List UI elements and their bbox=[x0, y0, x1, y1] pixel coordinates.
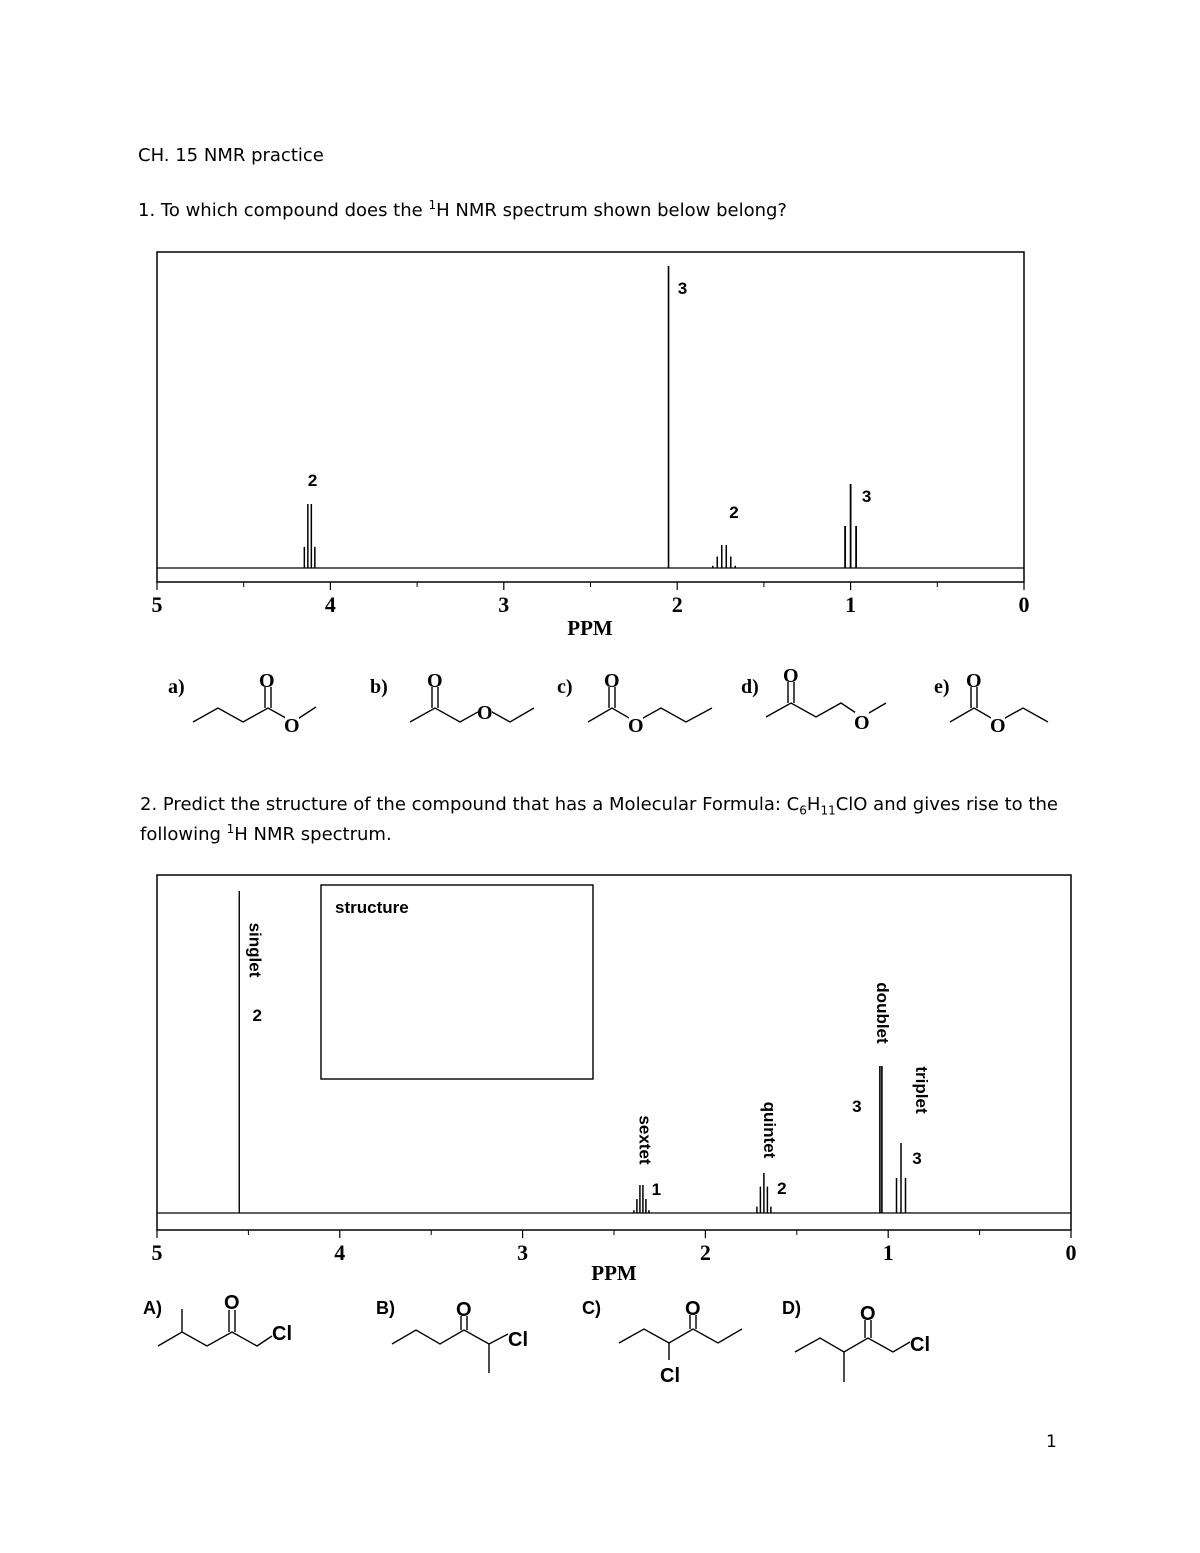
question-2-line-2 bbox=[140, 822, 392, 845]
q2-h: H bbox=[806, 794, 821, 815]
x-tick-label: 1 bbox=[882, 1240, 894, 1265]
q1-prefix: 1. To which compound does the bbox=[138, 200, 429, 221]
q2-sub-6: 6 bbox=[799, 803, 807, 818]
x-tick-label: 5 bbox=[151, 592, 163, 617]
peak-integration-label: 3 bbox=[912, 1149, 922, 1168]
x-tick-label: 3 bbox=[517, 1240, 529, 1265]
x-tick-label: 2 bbox=[671, 592, 683, 617]
q2-line1-a: 2. Predict the structure of the compound that has a Molecular Formula: C bbox=[140, 794, 800, 815]
option-e-label: e) bbox=[934, 676, 950, 698]
peak-integration-label: 2 bbox=[307, 471, 318, 490]
atom-o: O bbox=[628, 715, 644, 737]
q1-sup: 1 bbox=[428, 198, 437, 212]
x-tick-label: 5 bbox=[151, 1240, 163, 1265]
option-e[interactable] bbox=[934, 670, 1048, 737]
atom-o: O bbox=[477, 702, 493, 724]
q2-sub-11: 11 bbox=[820, 803, 836, 818]
x-tick-label: 2 bbox=[699, 1240, 711, 1265]
atom-cl: Cl bbox=[660, 1365, 680, 1387]
x-tick-label: 0 bbox=[1065, 1240, 1077, 1265]
q1-suffix: H NMR spectrum shown below belong? bbox=[436, 200, 787, 221]
option-d[interactable] bbox=[741, 665, 886, 734]
x-tick-label: 1 bbox=[845, 592, 857, 617]
option-C[interactable] bbox=[582, 1298, 742, 1387]
structure-box-label: structure bbox=[335, 898, 409, 917]
atom-o: O bbox=[860, 1303, 876, 1325]
spectrum-1-peaks bbox=[304, 266, 871, 568]
option-C-label: C) bbox=[582, 1298, 601, 1318]
x-tick-label: 3 bbox=[498, 592, 510, 617]
atom-o: O bbox=[284, 715, 300, 737]
atom-o: O bbox=[224, 1292, 240, 1314]
option-B[interactable] bbox=[376, 1298, 528, 1373]
atom-o: O bbox=[456, 1299, 472, 1321]
option-D[interactable] bbox=[782, 1298, 930, 1382]
atom-o: O bbox=[783, 665, 799, 687]
peak-integration-label: 2 bbox=[777, 1179, 787, 1198]
x-tick-label: 4 bbox=[324, 592, 336, 617]
spectrum-2-xlabel: PPM bbox=[591, 1261, 637, 1285]
option-a[interactable] bbox=[168, 670, 316, 737]
spectrum-1-frame bbox=[157, 252, 1024, 582]
atom-o: O bbox=[685, 1298, 701, 1320]
option-A-label: A) bbox=[143, 1298, 162, 1318]
option-c[interactable] bbox=[557, 670, 712, 737]
atom-o: O bbox=[990, 715, 1006, 737]
option-D-label: D) bbox=[782, 1298, 801, 1318]
peak-multiplicity-label: quintet bbox=[759, 1101, 779, 1159]
atom-cl: Cl bbox=[508, 1329, 528, 1351]
page-number: 1 bbox=[1046, 1432, 1057, 1452]
spectrum-1-ticks bbox=[152, 582, 1030, 617]
option-a-label: a) bbox=[168, 676, 185, 698]
spectrum-2-frame bbox=[157, 875, 1071, 1230]
page-title: CH. 15 NMR practice bbox=[138, 145, 324, 166]
peak-multiplicity-label: sextet bbox=[635, 1115, 655, 1165]
q2-line1-b: ClO and gives rise to the bbox=[835, 794, 1058, 815]
peak-integration-label: 2 bbox=[729, 503, 739, 522]
atom-o: O bbox=[966, 670, 982, 692]
question-2-line-1 bbox=[140, 794, 1058, 818]
atom-o: O bbox=[427, 670, 443, 692]
x-tick-label: 0 bbox=[1018, 592, 1030, 617]
spectrum-1 bbox=[0, 240, 1200, 660]
spectrum-2-ticks bbox=[152, 1230, 1077, 1265]
spectrum-2 bbox=[0, 865, 1200, 1285]
atom-o: O bbox=[259, 670, 275, 692]
question-1 bbox=[138, 198, 787, 221]
peak-multiplicity-label: doublet bbox=[872, 982, 892, 1044]
option-b[interactable] bbox=[370, 670, 534, 724]
peak-integration-label: 1 bbox=[651, 1180, 662, 1199]
atom-cl: Cl bbox=[272, 1323, 292, 1345]
option-d-label: d) bbox=[741, 676, 759, 698]
peak-multiplicity-label: singlet bbox=[245, 922, 265, 978]
atom-o: O bbox=[854, 712, 870, 734]
option-b-label: b) bbox=[370, 676, 388, 698]
option-B-label: B) bbox=[376, 1298, 395, 1318]
atom-cl: Cl bbox=[910, 1334, 930, 1356]
peak-integration-label: 3 bbox=[852, 1097, 862, 1116]
q1-options bbox=[0, 665, 1200, 765]
peak-multiplicity-label: triplet bbox=[911, 1066, 931, 1114]
q2-options bbox=[0, 1290, 1200, 1400]
spectrum-1-xlabel: PPM bbox=[567, 616, 613, 640]
x-tick-label: 4 bbox=[334, 1240, 346, 1265]
q2-line2-b: H NMR spectrum. bbox=[234, 824, 392, 845]
option-c-label: c) bbox=[557, 676, 573, 698]
peak-integration-label: 3 bbox=[861, 487, 872, 506]
option-A[interactable] bbox=[143, 1292, 292, 1346]
peak-integration-label: 3 bbox=[677, 279, 688, 298]
atom-o: O bbox=[604, 670, 620, 692]
q2-sup: 1 bbox=[226, 822, 235, 836]
peak-integration-label: 2 bbox=[252, 1006, 262, 1025]
q2-line2-a: following bbox=[140, 824, 227, 845]
